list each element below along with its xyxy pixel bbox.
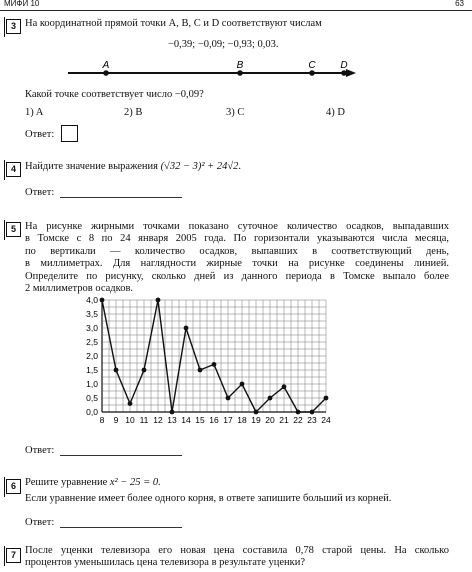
point-c-dot: [309, 70, 315, 76]
task-5-answer-field[interactable]: [60, 445, 182, 456]
x-tick-label: 18: [237, 415, 247, 425]
task-3-answer-label: Ответ:: [25, 129, 55, 140]
data-point: [268, 396, 273, 401]
task-3-option-1[interactable]: 1) A: [25, 107, 44, 118]
header-left: МИФИ 10: [4, 0, 40, 8]
y-tick-label: 2,5: [86, 337, 98, 347]
number-line: [60, 58, 360, 84]
x-tick-label: 17: [223, 415, 233, 425]
task-6-equation: x² − 25 = 0.: [109, 477, 161, 488]
data-point: [128, 401, 133, 406]
x-tick-label: 21: [279, 415, 289, 425]
page-header: [0, 0, 472, 11]
point-a-dot: [103, 70, 109, 76]
x-tick-label: 20: [265, 415, 275, 425]
y-tick-label: 1,5: [86, 365, 98, 375]
task-5-answer-label: Ответ:: [25, 445, 55, 456]
task-7-text: [25, 545, 449, 570]
task-6-answer-label: Ответ:: [25, 517, 55, 528]
task-5-line-2: в Томске с 8 по 24 января 2005 года. По горизонтали указываются числа месяца,: [25, 233, 449, 245]
task-3-number: 3: [6, 19, 21, 34]
data-point: [198, 368, 203, 373]
data-point: [156, 298, 161, 303]
task-3-numbers: −0,39; −0,09; −0,93; 0,03.: [168, 39, 279, 50]
y-tick-label: 0,0: [86, 407, 98, 417]
task-7-line-2: процентов уменьшилась цена телевизора в результате уценки?: [25, 557, 306, 569]
task-5-number: 5: [6, 222, 21, 237]
data-point: [226, 396, 231, 401]
point-d-label: D: [340, 60, 348, 71]
y-tick-label: 3,0: [86, 323, 98, 333]
task-5-line-3: по вертикали — количество осадков, выпавших в соответствующий день,: [25, 245, 449, 257]
x-tick-label: 11: [139, 415, 149, 425]
y-tick-label: 1,0: [86, 379, 98, 389]
y-tick-label: 2,0: [86, 351, 98, 361]
task-5-line-5: Определите по рисунку, сколько дней из данного периода в Томске выпало более: [25, 270, 449, 282]
task-6-text: Решите уравнение: [25, 477, 108, 488]
task-3-text: На координатной прямой точки A, B, C и D соответствуют числам: [25, 18, 322, 29]
task-4-line: [25, 160, 241, 173]
x-tick-label: 8: [99, 415, 105, 425]
task-4-text: Найдите значение выражения: [25, 161, 158, 172]
page-number: 63: [455, 0, 464, 8]
x-tick-label: 9: [113, 415, 119, 425]
data-point: [100, 298, 105, 303]
task-6-note: Если уравнение имеет более одного корня, в ответе запишите больший из корней.: [25, 493, 392, 504]
task-5-text: [25, 221, 449, 295]
task-7-line-1: После уценки телевизора его новая цена составила 0,78 старой цены. На сколько: [25, 545, 449, 556]
data-point: [240, 382, 245, 387]
x-tick-label: 13: [167, 415, 177, 425]
task-5-line-6: 2 миллиметров осадков.: [25, 283, 134, 295]
y-tick-label: 0,5: [86, 393, 98, 403]
point-c-label: C: [308, 60, 316, 71]
point-b-label: B: [236, 60, 244, 71]
data-point: [310, 410, 315, 415]
point-d-dot: [341, 70, 347, 76]
y-tick-label: 3,5: [86, 309, 98, 319]
task-3-answer-box[interactable]: [61, 125, 78, 142]
x-tick-label: 24: [321, 415, 331, 425]
x-tick-label: 16: [209, 415, 219, 425]
task-6-number: 6: [6, 479, 21, 494]
chart-x-tick-labels: [100, 415, 331, 425]
data-point: [282, 384, 287, 389]
task-5-line-4: в миллиметрах. Для наглядности жирные точки на рисунке соединены линией.: [25, 258, 449, 270]
data-point: [254, 410, 259, 415]
x-tick-label: 14: [181, 415, 191, 425]
data-point: [170, 410, 175, 415]
task-4-answer-label: Ответ:: [25, 187, 55, 198]
chart-y-tick-labels: [86, 295, 98, 417]
x-tick-label: 15: [195, 415, 205, 425]
data-point: [296, 410, 301, 415]
x-tick-label: 23: [307, 415, 317, 425]
data-point: [184, 326, 189, 331]
data-point: [324, 396, 329, 401]
x-tick-label: 19: [251, 415, 261, 425]
task-3-option-4[interactable]: 4) D: [326, 107, 345, 118]
y-tick-label: 4,0: [86, 295, 98, 305]
precipitation-chart: [80, 292, 340, 428]
data-point: [142, 368, 147, 373]
point-b-dot: [237, 70, 243, 76]
task-6-line: [25, 476, 161, 489]
task-3-question: Какой точке соответствует число −0,09?: [25, 89, 204, 100]
x-tick-label: 10: [125, 415, 135, 425]
task-4-period: .: [238, 161, 242, 172]
data-point: [114, 368, 119, 373]
x-tick-label: 12: [153, 415, 163, 425]
point-a-label: A: [102, 60, 110, 71]
task-3-option-3[interactable]: 3) C: [226, 107, 245, 118]
task-5-line-1: На рисунке жирными точками показано суточное количество осадков, выпадавших: [25, 221, 449, 232]
data-point: [212, 362, 217, 367]
chart-grid: [102, 300, 326, 412]
task-7-number: 7: [6, 548, 21, 563]
task-4-answer-field[interactable]: [60, 187, 182, 198]
task-4-expression: (√32 − 3)² + 24√2: [160, 161, 239, 172]
task-3-option-2[interactable]: 2) B: [124, 107, 143, 118]
task-4-number: 4: [6, 162, 21, 177]
task-6-answer-field[interactable]: [60, 517, 182, 528]
x-tick-label: 22: [293, 415, 303, 425]
